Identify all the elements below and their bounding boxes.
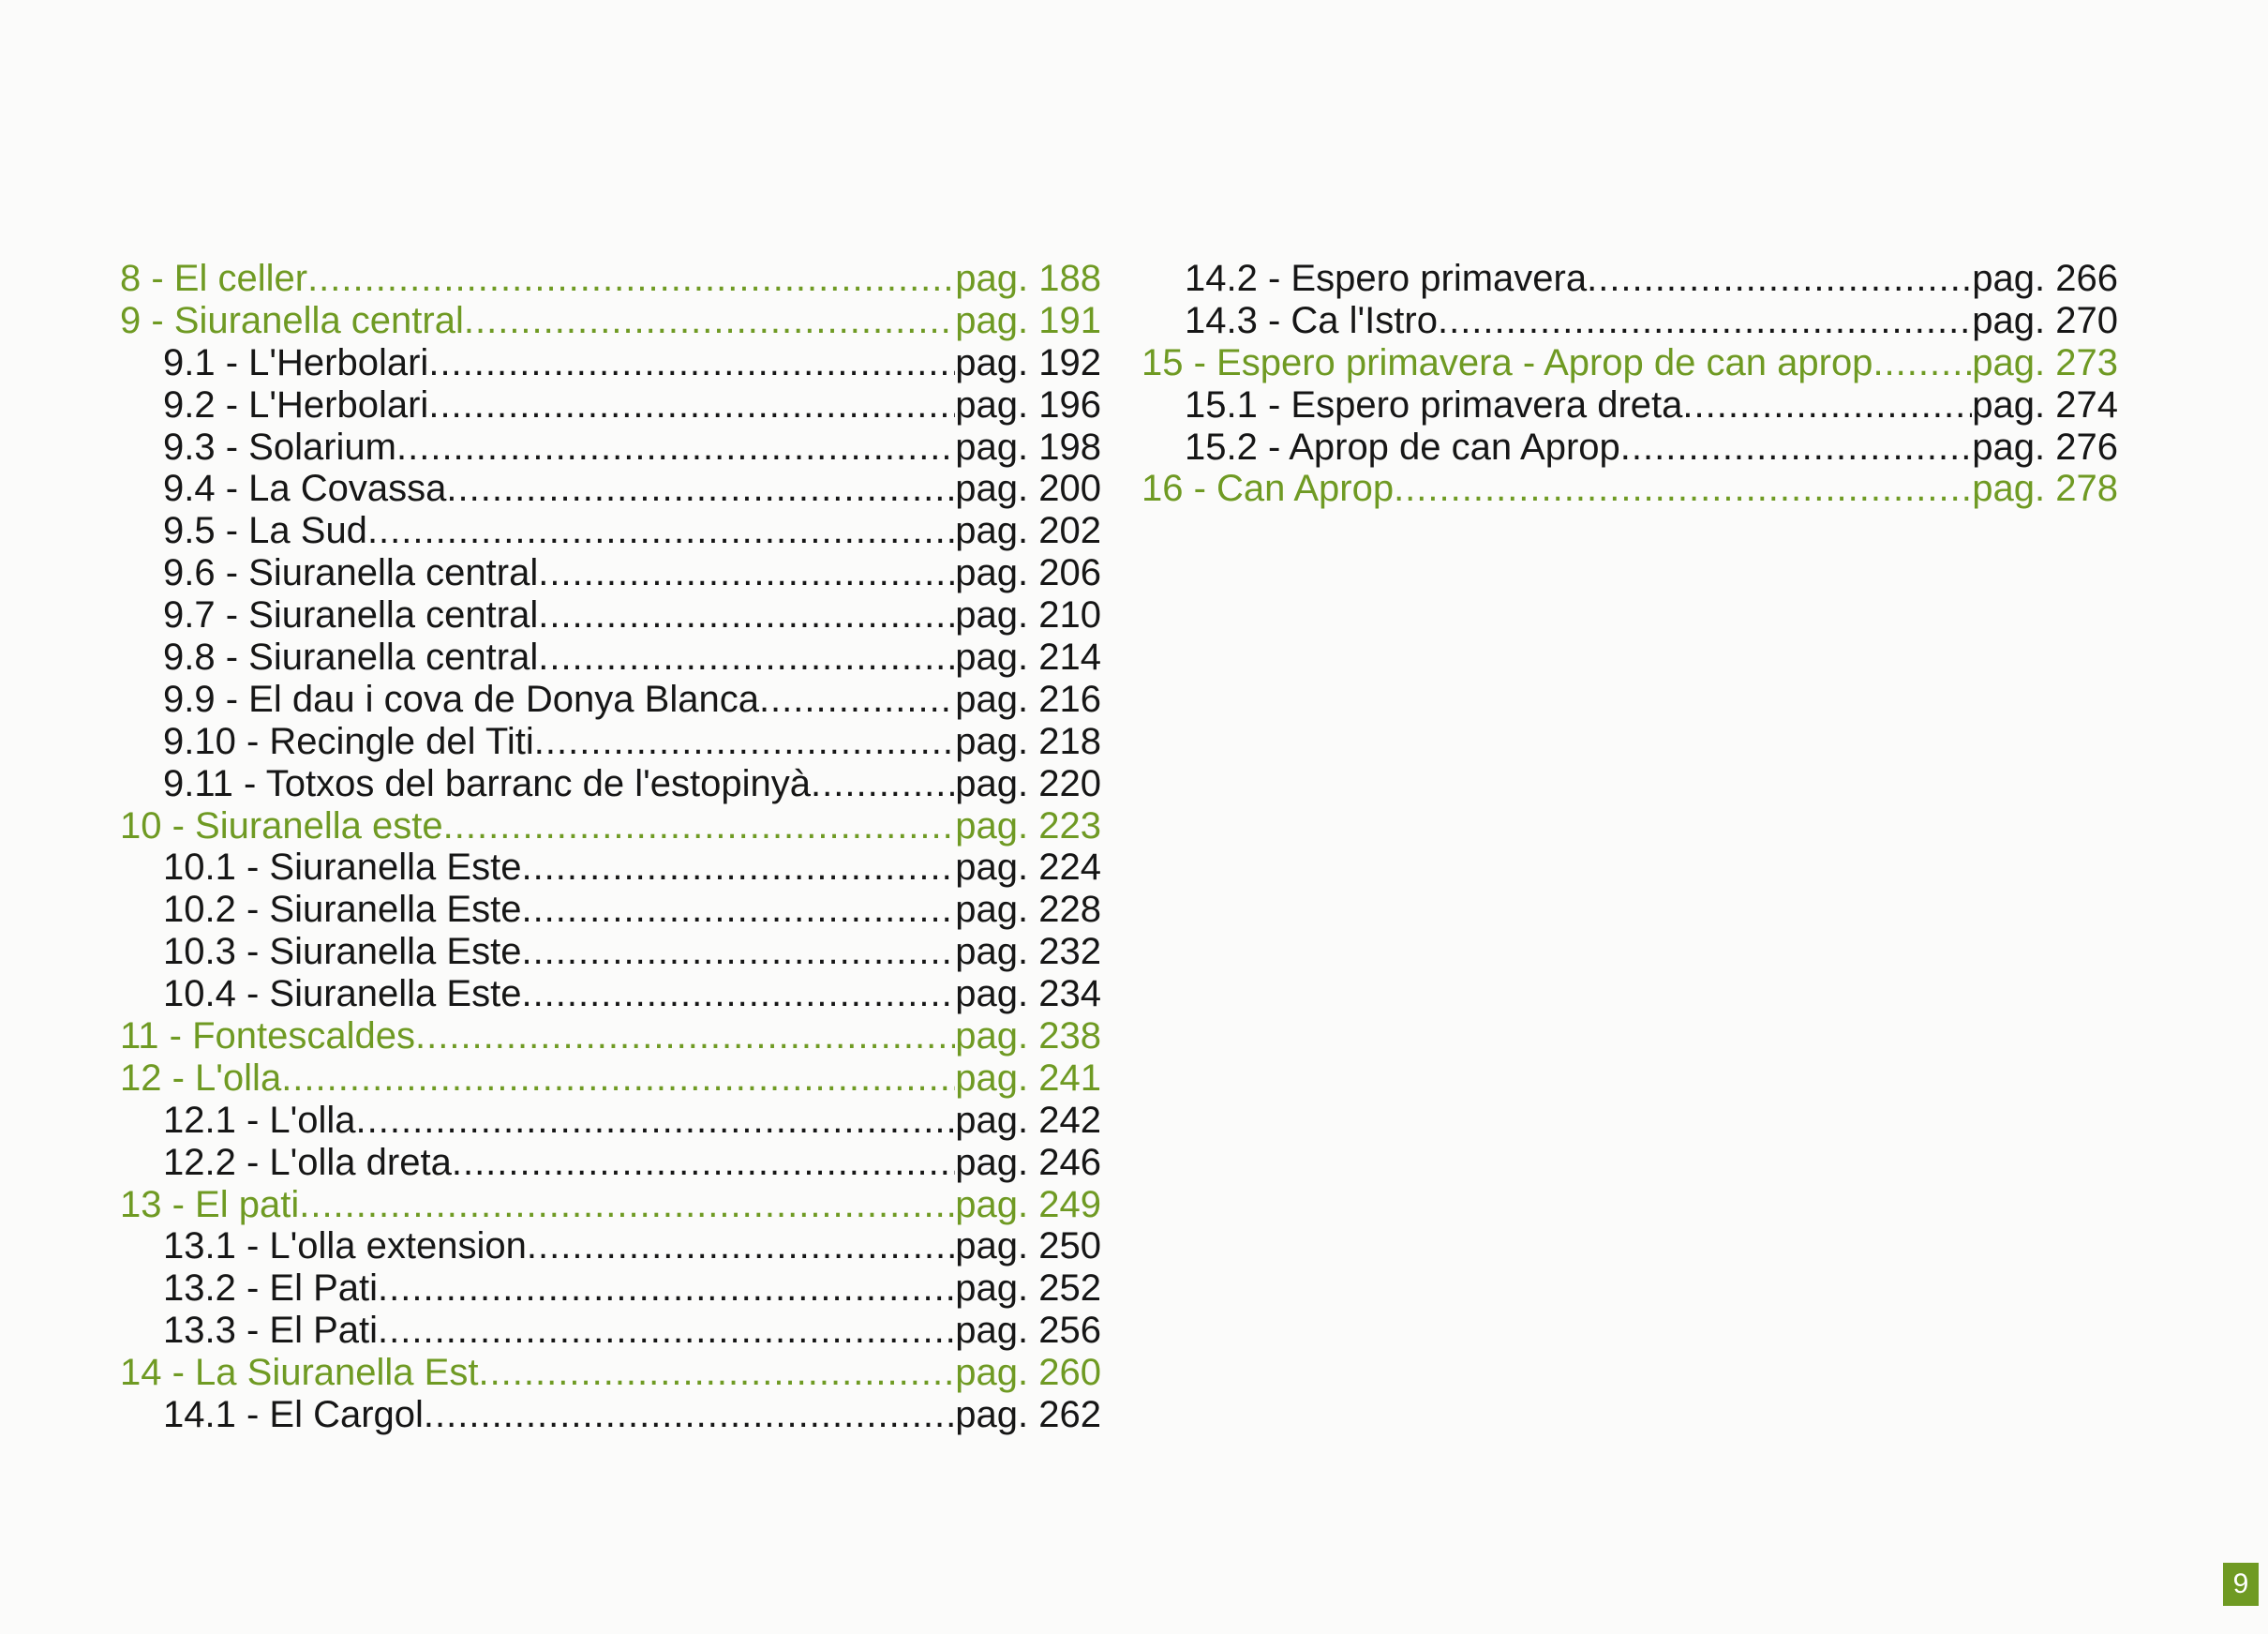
toc-section-entry — [120, 1184, 1101, 1226]
toc-sub-entry — [120, 1267, 1101, 1310]
toc-sub-entry — [1141, 258, 2118, 300]
toc-entry-page: pag. 191 — [955, 299, 1101, 341]
toc-section-entry — [120, 1015, 1101, 1057]
toc-dot-leader — [367, 510, 955, 552]
toc-sub-entry — [120, 1225, 1101, 1267]
toc-entry-page: pag. 200 — [955, 468, 1101, 510]
toc-dot-leader — [396, 427, 955, 469]
toc-dot-leader — [446, 468, 955, 510]
toc-entry-page: pag. 218 — [955, 720, 1101, 762]
toc-sub-entry — [120, 510, 1101, 552]
toc-entry-title: 9.8 - Siuranella central — [163, 637, 539, 679]
toc-sub-entry — [120, 1142, 1101, 1184]
toc-dot-leader — [478, 1352, 955, 1394]
toc-entry-page: pag. 232 — [955, 931, 1101, 973]
toc-entry-page: pag. 196 — [955, 383, 1101, 426]
toc-entry-title: 10.2 - Siuranella Este — [163, 889, 522, 931]
toc-entry-title: 9.10 - Recingle del Titi — [163, 720, 534, 762]
toc-entry-title: 9.4 - La Covassa — [163, 468, 447, 510]
toc-dot-leader — [534, 721, 956, 763]
toc-sub-entry — [120, 973, 1101, 1015]
toc-entry-title: 9.9 - El dau i cova de Donya Blanca — [163, 678, 759, 720]
toc-sub-entry — [1141, 427, 2118, 469]
toc-section-entry — [120, 805, 1101, 847]
toc-entry-title: 12.2 - L'olla dreta — [163, 1141, 452, 1183]
toc-sub-entry — [120, 384, 1101, 427]
toc-dot-leader — [759, 679, 955, 721]
toc-entry-title: 9.1 - L'Herbolari — [163, 341, 429, 383]
toc-entry-page: pag. 202 — [955, 510, 1101, 552]
toc-sub-entry — [1141, 300, 2118, 342]
toc-sub-entry — [120, 931, 1101, 973]
toc-sub-entry — [120, 594, 1101, 637]
page-number-badge: 9 — [2223, 1563, 2259, 1606]
toc-entry-title: 13.2 - El Pati — [163, 1267, 379, 1310]
toc-sub-entry — [120, 1310, 1101, 1352]
toc-dot-leader — [1394, 468, 1972, 510]
toc-section-entry — [120, 1057, 1101, 1100]
toc-dot-leader — [1873, 342, 1972, 384]
toc-section-entry — [1141, 342, 2118, 384]
toc-entry-page: pag. 266 — [1972, 258, 2118, 299]
toc-dot-leader — [415, 1015, 955, 1057]
toc-entry-page: pag. 220 — [955, 762, 1101, 804]
toc-dot-leader — [538, 637, 955, 679]
toc-dot-leader — [521, 973, 955, 1015]
toc-dot-leader — [356, 1100, 956, 1142]
toc-dot-leader — [424, 1394, 955, 1436]
toc-entry-title: 15.2 - Aprop de can Aprop — [1185, 426, 1620, 468]
toc-sub-entry — [120, 637, 1101, 679]
toc-entry-title: 13 - El pati — [120, 1183, 300, 1225]
toc-entry-title: 9.7 - Siuranella central — [163, 594, 539, 637]
toc-entry-title: 9.5 - La Sud — [163, 510, 367, 552]
toc-sub-entry — [120, 468, 1101, 510]
toc-entry-title: 14.3 - Ca l'Istro — [1185, 299, 1438, 341]
toc-entry-page: pag. 210 — [955, 594, 1101, 637]
toc-dot-leader — [521, 847, 955, 889]
toc-sub-entry — [120, 763, 1101, 805]
toc-sub-entry — [120, 552, 1101, 594]
toc-entry-page: pag. 252 — [955, 1267, 1101, 1310]
toc-entry-page: pag. 262 — [955, 1394, 1101, 1436]
toc-sub-entry — [120, 1100, 1101, 1142]
toc-dot-leader — [452, 1142, 955, 1184]
toc-entry-page: pag. 216 — [955, 678, 1101, 720]
toc-entry-title: 13.3 - El Pati — [163, 1310, 379, 1352]
toc-sub-entry — [120, 847, 1101, 889]
toc-entry-title: 12.1 - L'olla — [163, 1099, 356, 1141]
toc-dot-leader — [521, 889, 955, 931]
toc-entry-title: 10.4 - Siuranella Este — [163, 973, 522, 1015]
toc-entry-title: 9.6 - Siuranella central — [163, 552, 539, 594]
toc-dot-leader — [538, 594, 955, 637]
toc-entry-title: 11 - Fontescaldes — [120, 1015, 415, 1057]
toc-dot-leader — [299, 1184, 955, 1226]
toc-dot-leader — [527, 1225, 955, 1267]
toc-sub-entry — [1141, 384, 2118, 427]
toc-entry-title: 10.3 - Siuranella Este — [163, 931, 522, 973]
toc-sub-entry — [120, 679, 1101, 721]
toc-dot-leader — [1682, 384, 1972, 427]
toc-dot-leader — [464, 300, 955, 342]
toc-entry-page: pag. 223 — [955, 804, 1101, 847]
toc-dot-leader — [811, 763, 955, 805]
toc-entry-page: pag. 256 — [955, 1310, 1101, 1352]
toc-section-entry — [120, 1352, 1101, 1394]
toc-entry-page: pag. 250 — [955, 1225, 1101, 1267]
toc-entry-page: pag. 214 — [955, 637, 1101, 679]
toc-entry-page: pag. 246 — [955, 1141, 1101, 1183]
toc-entry-page: pag. 224 — [955, 847, 1101, 889]
toc-dot-leader — [1587, 258, 1972, 300]
toc-entry-page: pag. 198 — [955, 426, 1101, 468]
toc-entry-page: pag. 206 — [955, 552, 1101, 594]
toc-entry-page: pag. 234 — [955, 973, 1101, 1015]
toc-entry-page: pag. 228 — [955, 889, 1101, 931]
toc-dot-leader — [428, 384, 955, 427]
toc-entry-title: 14.2 - Espero primavera — [1185, 258, 1588, 299]
toc-entry-title: 15.1 - Espero primavera dreta — [1185, 383, 1683, 426]
toc-entry-title: 12 - L'olla — [120, 1057, 282, 1099]
toc-entry-title: 10 - Siuranella este — [120, 804, 443, 847]
toc-entry-title: 9.3 - Solarium — [163, 426, 396, 468]
toc-section-entry — [120, 300, 1101, 342]
toc-entry-title: 9 - Siuranella central — [120, 299, 464, 341]
toc-entry-title: 13.1 - L'olla extension — [163, 1225, 527, 1267]
toc-column-left — [120, 258, 1101, 1436]
toc-dot-leader — [443, 805, 956, 847]
toc-dot-leader — [521, 931, 955, 973]
toc-entry-title: 9.11 - Totxos del barranc de l'estopinyà — [163, 762, 812, 804]
toc-entry-title: 14.1 - El Cargol — [163, 1394, 424, 1436]
toc-entry-title: 10.1 - Siuranella Este — [163, 847, 522, 889]
toc-entry-title: 8 - El celler — [120, 258, 308, 299]
toc-section-entry — [120, 258, 1101, 300]
toc-entry-page: pag. 238 — [955, 1015, 1101, 1057]
toc-column-right — [1141, 258, 2118, 510]
toc-section-entry — [1141, 468, 2118, 510]
toc-entry-page: pag. 270 — [1972, 299, 2118, 341]
toc-sub-entry — [120, 721, 1101, 763]
toc-entry-title: 15 - Espero primavera - Aprop de can aprop — [1141, 341, 1873, 383]
toc-sub-entry — [120, 427, 1101, 469]
toc-entry-page: pag. 274 — [1972, 383, 2118, 426]
toc-entry-page: pag. 276 — [1972, 426, 2118, 468]
toc-entry-title: 16 - Can Aprop — [1141, 468, 1395, 510]
toc-dot-leader — [538, 552, 955, 594]
toc-entry-title: 9.2 - L'Herbolari — [163, 383, 429, 426]
toc-dot-leader — [1438, 300, 1972, 342]
toc-entry-page: pag. 241 — [955, 1057, 1101, 1099]
toc-sub-entry — [120, 342, 1101, 384]
toc-entry-page: pag. 249 — [955, 1183, 1101, 1225]
toc-dot-leader — [378, 1310, 955, 1352]
toc-dot-leader — [378, 1267, 955, 1310]
toc-sub-entry — [120, 1394, 1101, 1436]
toc-entry-page: pag. 260 — [955, 1352, 1101, 1394]
toc-dot-leader — [1620, 427, 1973, 469]
toc-dot-leader — [281, 1057, 955, 1100]
toc-entry-page: pag. 192 — [955, 341, 1101, 383]
toc-entry-page: pag. 273 — [1972, 341, 2118, 383]
toc-entry-page: pag. 278 — [1972, 468, 2118, 510]
toc-entry-page: pag. 188 — [955, 258, 1101, 299]
toc-entry-title: 14 - La Siuranella Est — [120, 1352, 479, 1394]
toc-dot-leader — [307, 258, 955, 300]
toc-dot-leader — [428, 342, 955, 384]
toc-entry-page: pag. 242 — [955, 1099, 1101, 1141]
toc-sub-entry — [120, 889, 1101, 931]
